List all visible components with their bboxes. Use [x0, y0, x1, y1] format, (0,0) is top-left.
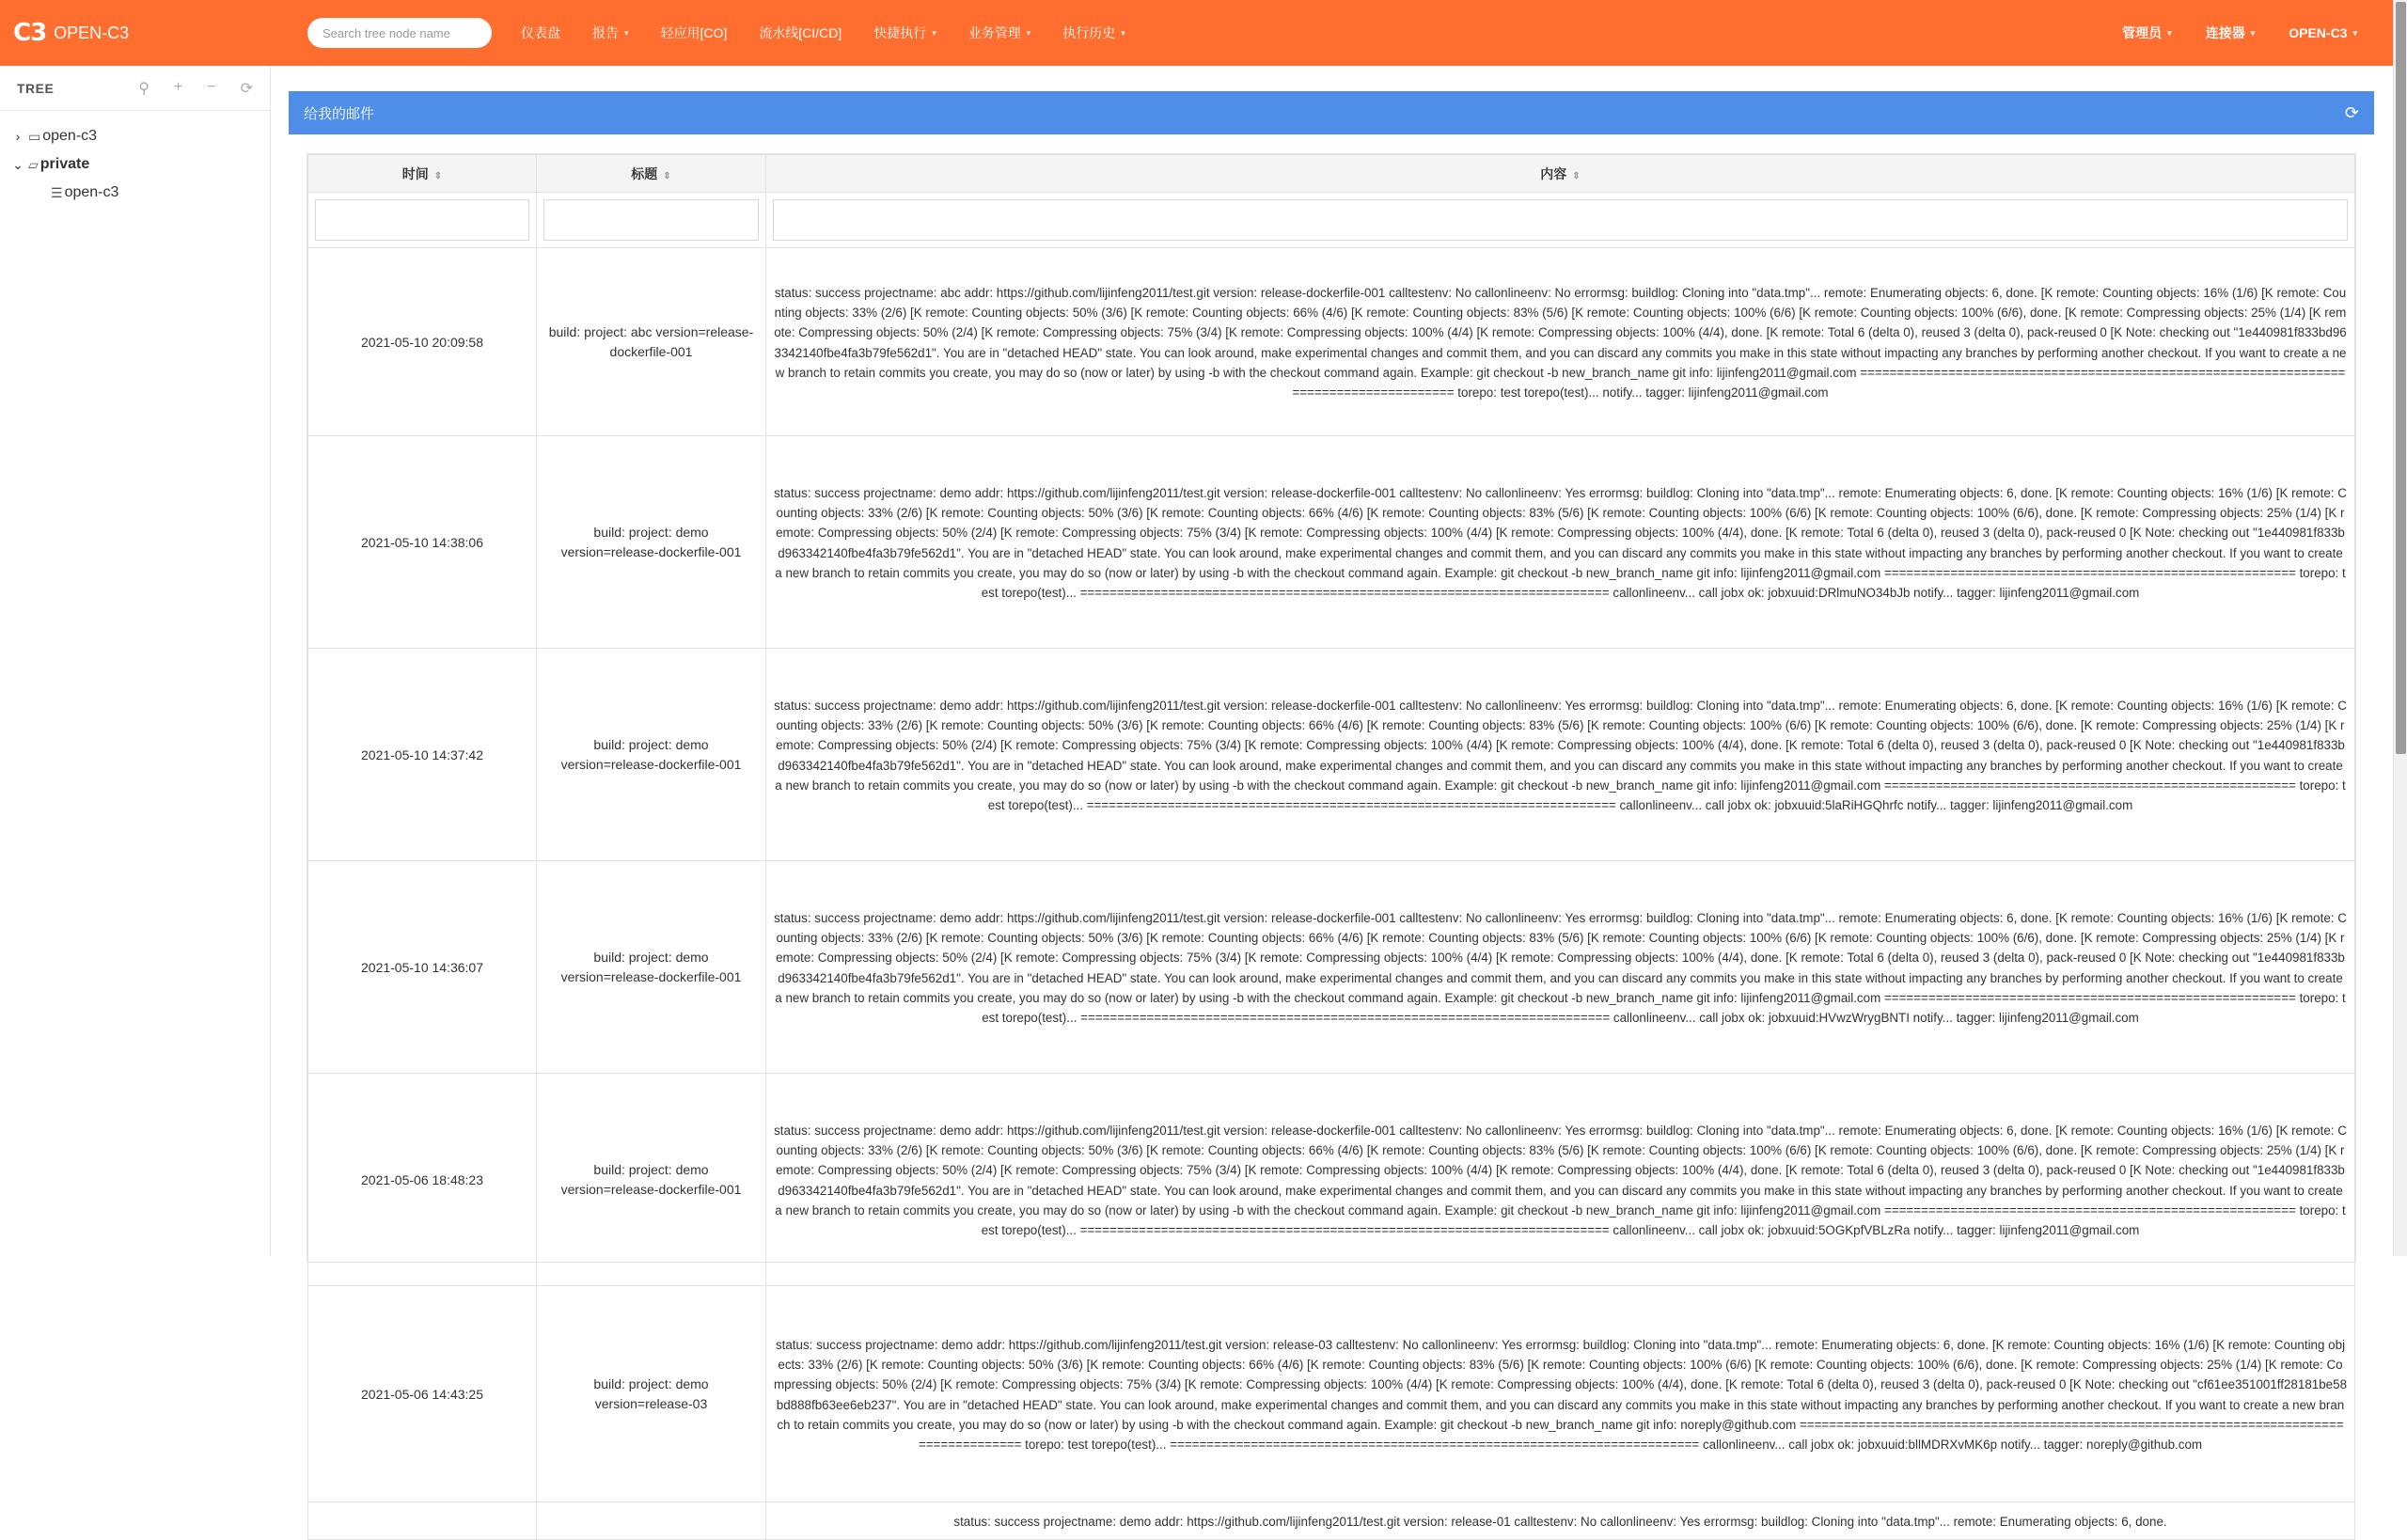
table-row[interactable] [308, 1286, 2355, 1502]
cell-content: status: success projectname: demo addr: https://github.com/lijinfeng2011/test.git version: release-dockerfile-001 calltestenv: No callonlineenv: Yes errormsg: buildlog: Cloning into "data.tmp"... remote: Enumerating objects: 6, done. [K remote: Counting objects: 16% (1/6) [K remote: Counting objects: 33% (2/6) [K remote: Counting objects: 50% (3/6) [K remote: Counting objects: 66% (4/6) [K remote: Counting objects: 83% (5/6) [K remote: Counting objects: 100% (6/6) [K remote: Counting objects: 100% (6/6), done. [K remote: Compressing objects: 25% (1/4) [K remote: Compressing objects: 50% (2/4) [K remote: Compressing objects: 75% (3/4) [K remote: Compressing objects: 100% (4/4) [K remote: Compressing objects: 100% (4/4), done. [K remote: Total 6 (delta 0), reused 3 (delta 0), pack-reused 0 [K Note: checking out "1e440981f833bd963342140fbe4fa3b79fe562d1". You are in "detached HEAD" state. You can look around, make experimental changes and commit them, and you can discard any commits you make in this state without impacting any branches by performing another checkout. If you want to create a new branch to retain commits you create, you may do so (now or later) by using -b with the checkout command again. Example: git checkout -b new_branch_name git info: lijinfeng2011@gmail.com ======================================================== torepo: test torepo(test)... ======================================================================== callonlineenv... call jobx ok: jobxuuid:HVwzWrygBNTI notify... tagger: lijinfeng2011@gmail.com [766, 861, 2355, 1074]
plus-icon[interactable]: + [173, 78, 183, 95]
nav-item-label: 快捷执行 [873, 25, 927, 40]
filter-cell [537, 193, 766, 248]
cell-subject: build: project: abc version=release-dockerfile-001 [537, 248, 766, 436]
column-label: 内容 [1540, 165, 1567, 181]
nav-item[interactable] [576, 24, 645, 42]
cell-content: status: success projectname: demo addr: https://github.com/lijinfeng2011/test.git version: release-dockerfile-001 calltestenv: No callonlineenv: Yes errormsg: buildlog: Cloning into "data.tmp"... remote: Enumerating objects: 6, done. [K remote: Counting objects: 16% (1/6) [K remote: Counting objects: 33% (2/6) [K remote: Counting objects: 50% (3/6) [K remote: Counting objects: 66% (4/6) [K remote: Counting objects: 83% (5/6) [K remote: Counting objects: 100% (6/6) [K remote: Counting objects: 100% (6/6), done. [K remote: Compressing objects: 25% (1/4) [K remote: Compressing objects: 50% (2/4) [K remote: Compressing objects: 75% (3/4) [K remote: Compressing objects: 100% (4/4) [K remote: Compressing objects: 100% (4/4), done. [K remote: Total 6 (delta 0), reused 3 (delta 0), pack-reused 0 [K Note: checking out "1e440981f833bd963342140fbe4fa3b79fe562d1". You are in "detached HEAD" state. You can look around, make experimental changes and commit them, and you can discard any commits you make in this state without impacting any branches by performing another checkout. If you want to create a new branch to retain commits you create, you may do so (now or later) by using -b with the checkout command again. Example: git checkout -b new_branch_name git info: lijinfeng2011@gmail.com ======================================================== torepo: test torepo(test)... ======================================================================== callonlineenv... call jobx ok: jobxuuid:5laRiHGQhrfc notify... tagger: lijinfeng2011@gmail.com [766, 649, 2355, 861]
column-header-time[interactable] [308, 155, 537, 193]
nav-item[interactable] [743, 24, 857, 42]
nav-item-label: 流水线[CI/CD] [759, 25, 842, 40]
column-label: 标题 [631, 165, 658, 181]
app-name: OPEN-C3 [54, 23, 130, 42]
nav-item[interactable] [952, 24, 1047, 42]
chevron-right-icon[interactable]: › [15, 129, 21, 144]
tree-title: TREE [17, 80, 55, 96]
nav-item-label: 报告 [592, 25, 619, 40]
brand[interactable] [13, 19, 295, 47]
table-row[interactable] [308, 1074, 2355, 1286]
cell-subject: build: project: demo version=release-dockerfile-001 [537, 436, 766, 649]
user-menu [2105, 24, 2374, 42]
tree-node-open-c3[interactable] [8, 122, 270, 150]
filter-row [308, 193, 2355, 248]
panel-header [289, 91, 2374, 134]
chevron-down-icon: ▾ [1121, 27, 1125, 38]
table-row[interactable] [308, 436, 2355, 649]
cell-time: 2021-05-10 14:37:42 [308, 649, 537, 861]
chevron-down-icon: ▾ [2352, 27, 2357, 38]
nav-item-label: 仪表盘 [521, 25, 560, 40]
chevron-down-icon: ▾ [1026, 27, 1031, 38]
column-header-subject[interactable] [537, 155, 766, 193]
cell-subject [537, 1502, 766, 1540]
chevron-down-icon: ▾ [2167, 27, 2172, 38]
nav-item-label: 业务管理 [968, 25, 1021, 40]
cell-subject: build: project: demo version=release-dockerfile-001 [537, 649, 766, 861]
table-body [308, 248, 2355, 1540]
filter-cell [766, 193, 2355, 248]
cell-content: status: success projectname: abc addr: https://github.com/lijinfeng2011/test.git version: release-dockerfile-001 calltestenv: No callonlineenv: No errormsg: buildlog: Cloning into "data.tmp"... remote: Enumerating objects: 6, done. [K remote: Counting objects: 16% (1/6) [K remote: Counting objects: 33% (2/6) [K remote: Counting objects: 50% (3/6) [K remote: Counting objects: 66% (4/6) [K remote: Counting objects: 83% (5/6) [K remote: Counting objects: 100% (6/6) [K remote: Counting objects: 100% (6/6), done. [K remote: Compressing objects: 25% (1/4) [K remote: Compressing objects: 50% (2/4) [K remote: Compressing objects: 75% (3/4) [K remote: Compressing objects: 100% (4/4) [K remote: Compressing objects: 100% (4/4), done. [K remote: Total 6 (delta 0), reused 3 (delta 0), pack-reused 0 [K Note: checking out "1e440981f833bd963342140fbe4fa3b79fe562d1". You are in "detached HEAD" state. You can look around, make experimental changes and commit them, and you can discard any commits you make in this state without impacting any branches by performing another checkout. If you want to create a new branch to retain commits you create, you may do so (now or later) by using -b with the checkout command again. Example: git checkout -b new_branch_name git info: lijinfeng2011@gmail.com ======================================================================================== torepo: test torepo(test)... notify... tagger: lijinfeng2011@gmail.com [766, 248, 2355, 436]
filter-subject-input[interactable] [543, 199, 759, 241]
nav-item-label: OPEN-C3 [2289, 25, 2348, 40]
mail-table-container [307, 153, 2356, 1529]
nav-item[interactable] [2189, 24, 2273, 42]
table-header-row [308, 155, 2355, 193]
scrollbar-thumb[interactable] [2396, 2, 2406, 754]
nav-item-label: 轻应用[CO] [660, 25, 728, 40]
filter-time-input[interactable] [315, 199, 529, 241]
cell-content: status: success projectname: demo addr: https://github.com/lijinfeng2011/test.git version: release-01 calltestenv: No callonlineenv: Yes errormsg: buildlog: Cloning into "data.tmp"... remote: Enumerating objects: 6, done. [766, 1502, 2355, 1540]
folder-open-icon: ▱ [28, 156, 39, 172]
tree [0, 111, 270, 207]
nav-item[interactable] [2105, 24, 2189, 42]
tree-sidebar [0, 66, 271, 1256]
column-label: 时间 [401, 165, 429, 181]
tree-node-label: open-c3 [64, 184, 119, 200]
mail-table [307, 154, 2355, 1540]
chevron-down-icon: ▾ [932, 27, 936, 38]
cell-time: 2021-05-10 14:38:06 [308, 436, 537, 649]
page-scrollbar[interactable] [2393, 0, 2407, 1256]
tree-search-input[interactable] [307, 18, 492, 48]
cell-time: 2021-05-06 14:43:25 [308, 1286, 537, 1502]
tree-node-label: open-c3 [42, 128, 98, 144]
mail-panel [289, 91, 2374, 1529]
cell-time [308, 1502, 537, 1540]
table-row[interactable] [308, 861, 2355, 1074]
chevron-down-icon: ▾ [2250, 27, 2256, 38]
chevron-down-icon: ▾ [624, 27, 629, 38]
column-header-content[interactable] [766, 155, 2355, 193]
cell-subject: build: project: demo version=release-dockerfile-001 [537, 861, 766, 1074]
refresh-icon[interactable]: ⟳ [2344, 102, 2359, 122]
logo-icon: C3 [13, 19, 47, 47]
nav-item[interactable] [857, 24, 952, 42]
pin-icon[interactable]: ⚲ [138, 80, 149, 97]
nav-item-label: 管理员 [2122, 25, 2163, 40]
minus-icon[interactable]: − [207, 78, 216, 95]
table-row[interactable] [308, 1502, 2355, 1540]
nav-item[interactable] [645, 24, 744, 42]
refresh-icon[interactable]: ⟳ [240, 80, 253, 97]
cell-content: status: success projectname: demo addr: https://github.com/lijinfeng2011/test.git version: release-dockerfile-001 calltestenv: No callonlineenv: Yes errormsg: buildlog: Cloning into "data.tmp"... remote: Enumerating objects: 6, done. [K remote: Counting objects: 16% (1/6) [K remote: Counting objects: 33% (2/6) [K remote: Counting objects: 50% (3/6) [K remote: Counting objects: 66% (4/6) [K remote: Counting objects: 83% (5/6) [K remote: Counting objects: 100% (6/6) [K remote: Counting objects: 100% (6/6), done. [K remote: Compressing objects: 25% (1/4) [K remote: Compressing objects: 50% (2/4) [K remote: Compressing objects: 75% (3/4) [K remote: Compressing objects: 100% (4/4) [K remote: Compressing objects: 100% (4/4), done. [K remote: Total 6 (delta 0), reused 3 (delta 0), pack-reused 0 [K Note: checking out "1e440981f833bd963342140fbe4fa3b79fe562d1". You are in "detached HEAD" state. You can look around, make experimental changes and commit them, and you can discard any commits you make in this state without impacting any branches by performing another checkout. If you want to create a new branch to retain commits you create, you may do so (now or later) by using -b with the checkout command again. Example: git checkout -b new_branch_name git info: lijinfeng2011@gmail.com ======================================================== torepo: test torepo(test)... ======================================================================== callonlineenv... call jobx ok: jobxuuid:5OGKpfVBLzRa notify... tagger: lijinfeng2011@gmail.com [766, 1074, 2355, 1286]
cell-content: status: success projectname: demo addr: https://github.com/lijinfeng2011/test.git version: release-dockerfile-001 calltestenv: No callonlineenv: Yes errormsg: buildlog: Cloning into "data.tmp"... remote: Enumerating objects: 6, done. [K remote: Counting objects: 16% (1/6) [K remote: Counting objects: 33% (2/6) [K remote: Counting objects: 50% (3/6) [K remote: Counting objects: 66% (4/6) [K remote: Counting objects: 83% (5/6) [K remote: Counting objects: 100% (6/6) [K remote: Counting objects: 100% (6/6), done. [K remote: Compressing objects: 25% (1/4) [K remote: Compressing objects: 50% (2/4) [K remote: Compressing objects: 75% (3/4) [K remote: Compressing objects: 100% (4/4) [K remote: Compressing objects: 100% (4/4), done. [K remote: Total 6 (delta 0), reused 3 (delta 0), pack-reused 0 [K Note: checking out "1e440981f833bd963342140fbe4fa3b79fe562d1". You are in "detached HEAD" state. You can look around, make experimental changes and commit them, and you can discard any commits you make in this state without impacting any branches by performing another checkout. If you want to create a new branch to retain commits you create, you may do so (now or later) by using -b with the checkout command again. Example: git checkout -b new_branch_name git info: lijinfeng2011@gmail.com ======================================================== torepo: test torepo(test)... ======================================================================== callonlineenv... call jobx ok: jobxuuid:DRlmuNO34bJb notify... tagger: lijinfeng2011@gmail.com [766, 436, 2355, 649]
sort-icon[interactable]: ⇕ [433, 170, 443, 181]
main-menu [505, 24, 1141, 42]
cell-time: 2021-05-06 18:48:23 [308, 1074, 537, 1286]
nav-item[interactable] [2272, 25, 2374, 40]
nav-item-label: 执行历史 [1062, 25, 1116, 40]
tree-node-label: private [39, 156, 90, 172]
panel-title: 给我的邮件 [304, 105, 375, 122]
node-icon: ☰ [51, 184, 63, 200]
cell-time: 2021-05-10 20:09:58 [308, 248, 537, 436]
tree-node-private-open-c3[interactable] [8, 179, 270, 207]
nav-item-label: 连接器 [2205, 25, 2245, 40]
filter-content-input[interactable] [773, 199, 2348, 241]
cell-subject: build: project: demo version=release-dockerfile-001 [537, 1074, 766, 1286]
tree-toolbar [138, 79, 253, 98]
sort-icon[interactable]: ⇕ [663, 170, 671, 181]
filter-cell [308, 193, 537, 248]
cell-subject: build: project: demo version=release-03 [537, 1286, 766, 1502]
nav-item[interactable] [505, 24, 576, 42]
top-navbar [0, 0, 2393, 66]
nav-item[interactable] [1046, 24, 1141, 42]
chevron-down-icon[interactable]: ⌄ [12, 156, 24, 172]
tree-header [0, 66, 270, 111]
cell-time: 2021-05-10 14:36:07 [308, 861, 537, 1074]
table-row[interactable] [308, 649, 2355, 861]
table-row[interactable] [308, 248, 2355, 436]
tree-node-private[interactable] [8, 150, 270, 179]
sort-icon[interactable]: ⇕ [1572, 170, 1581, 181]
cell-content: status: success projectname: demo addr: https://github.com/lijinfeng2011/test.git version: release-03 calltestenv: No callonlineenv: Yes errormsg: buildlog: Cloning into "data.tmp"... remote: Enumerating objects: 6, done. [K remote: Counting objects: 16% (1/6) [K remote: Counting objects: 33% (2/6) [K remote: Counting objects: 50% (3/6) [K remote: Counting objects: 66% (4/6) [K remote: Counting objects: 83% (5/6) [K remote: Counting objects: 100% (6/6) [K remote: Counting objects: 100% (6/6), done. [K remote: Compressing objects: 25% (1/4) [K remote: Compressing objects: 50% (2/4) [K remote: Compressing objects: 75% (3/4) [K remote: Compressing objects: 100% (4/4) [K remote: Compressing objects: 100% (4/4), done. [K remote: Total 6 (delta 0), reused 3 (delta 0), pack-reused 0 [K Note: checking out "cf61ee351001ff28181be58bd888fb63ee6eb237". You are in "detached HEAD" state. You can look around, make experimental changes and commit them, and you can discard any commits you make in this state without impacting any branches by performing another checkout. If you want to create a new branch to retain commits you create, you may do so (now or later) by using -b with the checkout command again. Example: git checkout -b new_branch_name git info: noreply@github.com ======================================================================================== torepo: test torepo(test)... ======================================================================== callonlineenv... call jobx ok: jobxuuid:bllMDRXvMK6p notify... tagger: noreply@github.com [766, 1286, 2355, 1502]
folder-icon: ▭ [28, 128, 41, 144]
